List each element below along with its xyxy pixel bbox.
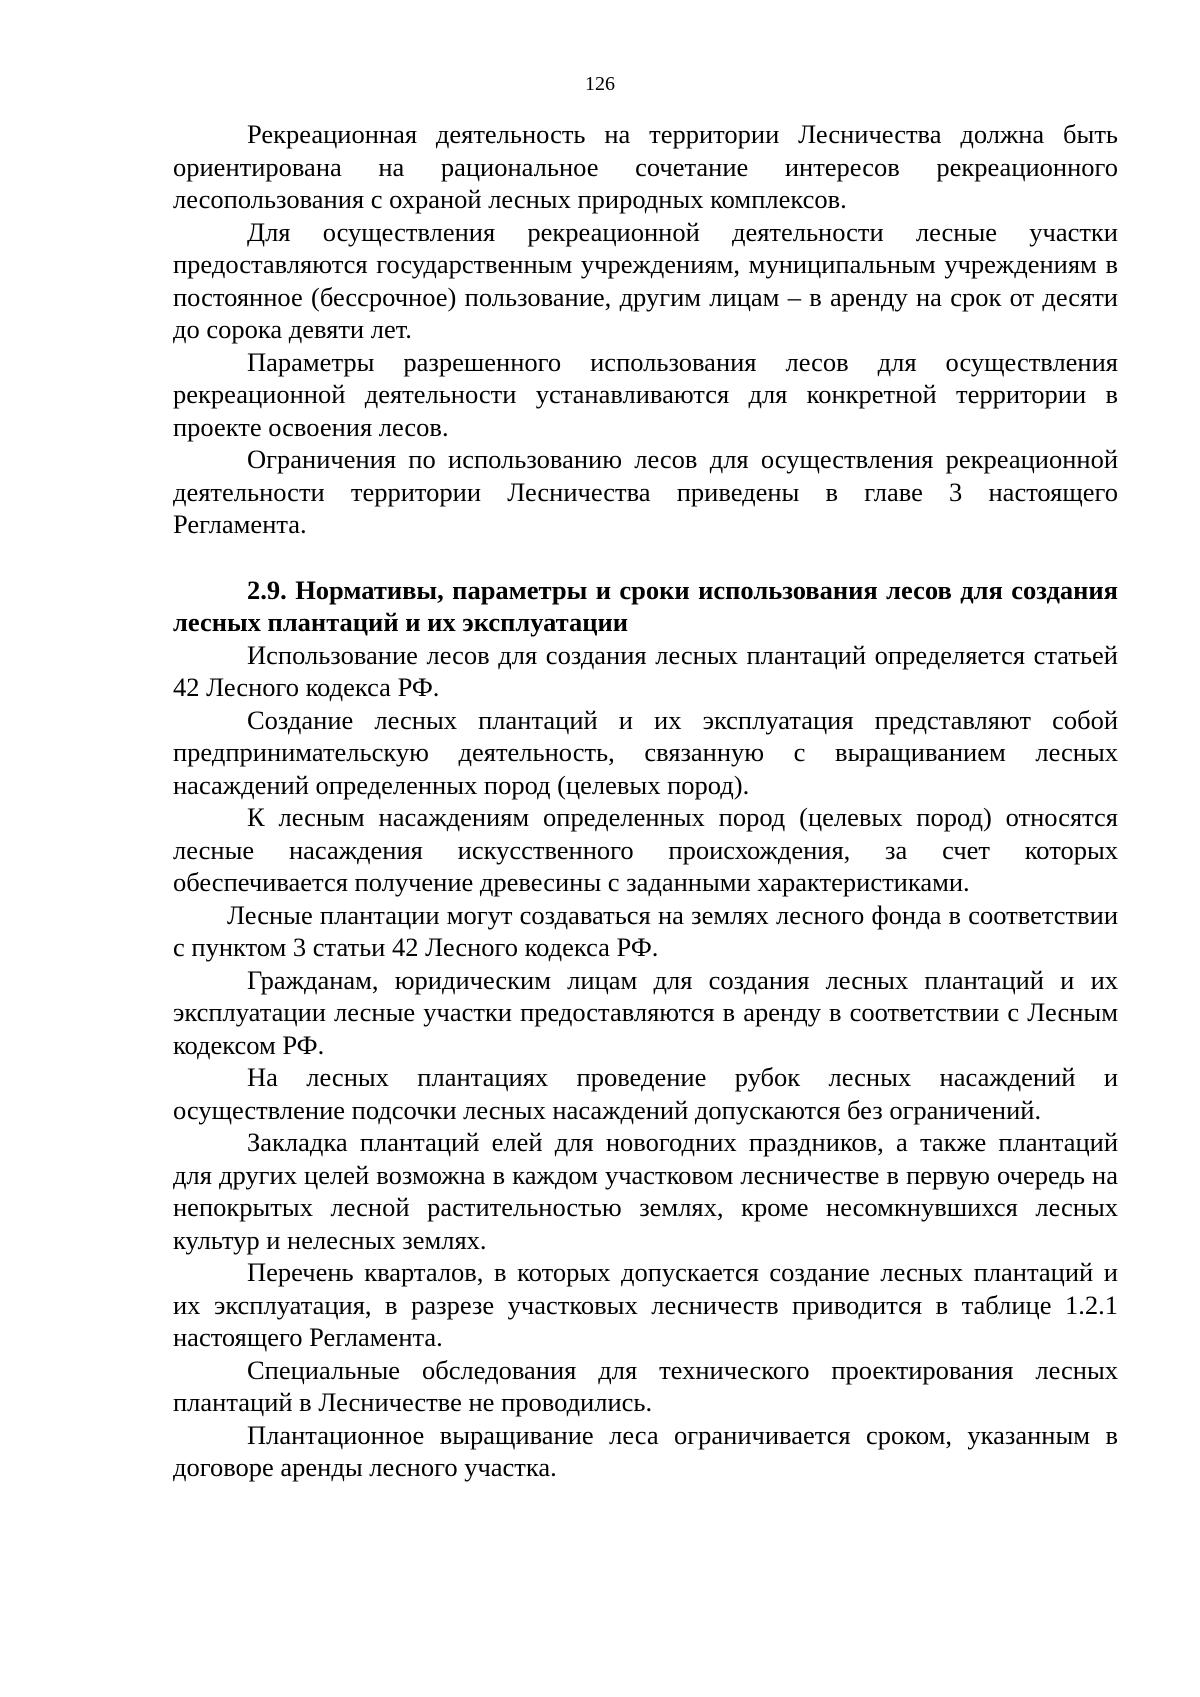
- paragraph: Лесные плантации могут создаваться на землях лесного фонда в соответствии с пунктом 3 статьи 42 Лесного кодекса РФ.: [173, 899, 1118, 962]
- paragraph: Плантационное выращивание леса ограничивается сроком, указанным в договоре аренды лесного участка.: [173, 1419, 1118, 1482]
- section-heading: 2.9. Нормативы, параметры и сроки использования лесов для создания лесных плантаций и их эксплуатации: [173, 574, 1118, 637]
- paragraph: Гражданам, юридическим лицам для создания лесных плантаций и их эксплуатации лесные участки предоставляются в аренду в соответствии с Лесным кодексом РФ.: [173, 964, 1118, 1060]
- paragraph: Специальные обследования для технического проектирования лесных плантаций в Лесничестве не проводились.: [173, 1354, 1118, 1417]
- paragraph: Создание лесных плантаций и их эксплуатация представляют собой предпринимательскую деятельность, связанную с выращиванием лесных насаждений определенных пород (целевых пород).: [173, 704, 1118, 800]
- paragraph: Рекреационная деятельность на территории Лесничества должна быть ориентирована на рациональное сочетание интересов рекреационного лесопользования с охраной лесных природных комплексов.: [173, 119, 1118, 214]
- paragraph: Параметры разрешенного использования лесов для осуществления рекреационной деятельности устанавливаются для конкретной территории в проекте освоения лесов.: [173, 346, 1118, 442]
- paragraph: Использование лесов для создания лесных плантаций определяется статьей 42 Лесного кодекса РФ.: [173, 639, 1118, 702]
- paragraph: Ограничения по использованию лесов для осуществления рекреационной деятельности территории Лесничества приведены в главе 3 настоящего Регламента.: [173, 444, 1118, 539]
- paragraph: Закладка плантаций елей для новогодних праздников, а также плантаций для других целей возможна в каждом участковом лесничестве в первую очередь на непокрытых лесной растительностью землях, кроме несомкнувшихся лесных культур и нелесных землях.: [173, 1127, 1118, 1255]
- paragraph: Для осуществления рекреационной деятельности лесные участки предоставляются государственным учреждениям, муниципальным учреждениям в постоянное (бессрочное) пользование, другим лицам – в аренду на срок от десяти до сорока девяти лет.: [173, 216, 1118, 344]
- paragraph: На лесных плантациях проведение рубок лесных насаждений и осуществление подсочки лесных насаждений допускаются без ограничений.: [173, 1062, 1118, 1125]
- document-body: [173, 118, 1118, 1484]
- page-number: 126: [585, 73, 615, 95]
- paragraph: К лесным насаждениям определенных пород (целевых пород) относятся лесные насаждения искусственного происхождения, за счет которых обеспечивается получение древесины с заданными характеристиками.: [173, 802, 1118, 897]
- paragraph: Перечень кварталов, в которых допускается создание лесных плантаций и их эксплуатация, в разрезе участковых лесничеств приводится в таблице 1.2.1 настоящего Регламента.: [173, 1257, 1118, 1352]
